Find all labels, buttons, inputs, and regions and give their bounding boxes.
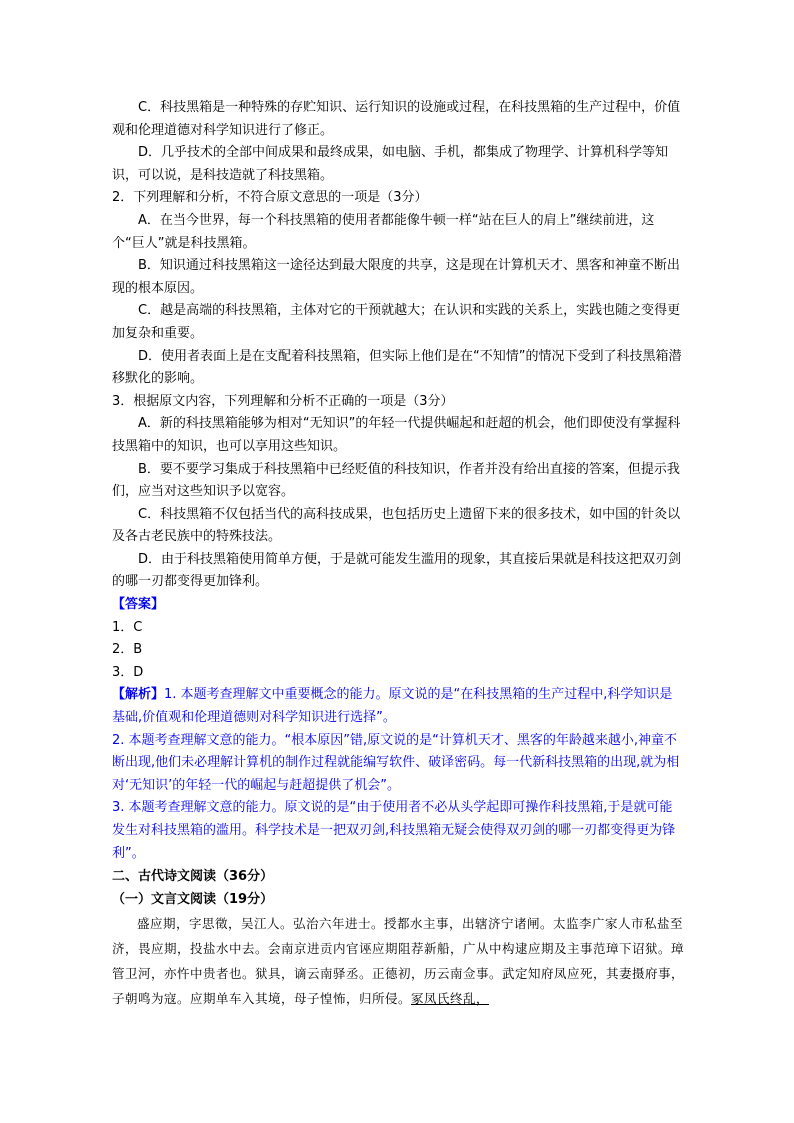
analysis-text-1: 1. 本题考查理解文中重要概念的能力。原文说的是“在科技黑箱的生产过程中,科学知识是基础,价值观和伦理道德则对科学知识进行选择”。 xyxy=(112,687,673,726)
analysis-tag: 【解析】 xyxy=(112,687,165,703)
q1-option-d: D．几乎技术的全部中间成果和最终成果，如电脑、手机，都集成了物理学、计算机科学等知识，可以说，是科技造就了科技黑箱。 xyxy=(112,145,669,183)
analysis-paragraph-1 xyxy=(112,684,684,729)
q3-option-b: B．要不要学习集成于科技黑箱中已经贬值的科技知识，作者并没有给出直接的答案，但提示我们，应当对这些知识予以宽容。 xyxy=(112,461,680,500)
q3-stem: 3．根据原文内容，下列理解和分析不正确的一项是（3分） xyxy=(112,393,454,409)
q3-option-c: C．科技黑箱不仅包括当代的高科技成果，也包括历史上遗留下来的很多技术，如中国的针灸以及各古老民族中的特殊技法。 xyxy=(112,506,681,545)
answer-line: 2．B xyxy=(112,642,143,658)
q1-option-c: C．科技黑箱是一种特殊的存贮知识、运行知识的设施或过程，在科技黑箱的生产过程中，价值观和伦理道德对科学知识进行了修正。 xyxy=(112,100,681,138)
q2-option-d: D．使用者表面上是在支配着科技黑箱，但实际上他们是在“不知情”的情况下受到了科技黑箱潜移默化的影响。 xyxy=(112,348,682,387)
q3-option-a: A．新的科技黑箱能够为相对“无知识”的年轻一代提供崛起和赶超的机会，他们即使没有掌握科技黑箱中的知识，也可以享用这些知识。 xyxy=(112,416,681,454)
subsection-title: （一）文言文阅读（19分） xyxy=(112,892,274,908)
classical-text: 盛应期，字思徵，吴江人。弘治六年进士。授都水主事，出辖济宁诸闸。太监李广家人市私盐至济，畏应期，投盐水中去。会南京进贡内官诬应期阻荐新船，广从中构逮应期及主事范璋下诏狱。璋管卫河，亦忤中贵者也。狱具，谪云南驿丞。正德初，历云南佥事。武定知府凤应死，其妻摄府事，子朝鸣为寇。应期单车入其境，母子惶怖，归所侵。 xyxy=(112,916,685,1007)
q2-stem: 2．下列理解和分析，不符合原文意思的一项是（3分） xyxy=(112,190,428,206)
q2-option-c: C．越是高端的科技黑箱，主体对它的干预就越大；在认识和实践的关系上，实践也随之变得更加复杂和重要。 xyxy=(112,303,681,341)
answer-tag: 【答案】 xyxy=(112,597,165,613)
answer-line: 1．C xyxy=(112,619,143,635)
analysis-paragraph-2: 2. 本题考查理解文意的能力。“根本原因”错,原文说的是“计算机天才、黑客的年龄越来越小,神童不断出现,他们未必理解计算机的制作过程就能编写软件、破译密码。每一代新科技黑箱的出现,就为相对‘无知识’的年轻一代的崛起与赶超提供了机会”。 xyxy=(112,732,680,793)
analysis-paragraph-3: 3. 本题考查理解文意的能力。原文说的是“由于使用者不必从头学起即可操作科技黑箱,于是就可能发生对科技黑箱的滥用。科学技术是一把双刃剑,科技黑箱无疑会使得双刃剑的哪一刃都变得更为锋利”。 xyxy=(112,800,676,861)
answer-line: 3．D xyxy=(112,664,144,680)
q2-option-a: A．在当今世界，每一个科技黑箱的使用者都能像牛顿一样“站在巨人的肩上”继续前进，这个“巨人”就是科技黑箱。 xyxy=(112,212,655,251)
q3-option-d: D．由于科技黑箱使用简单方便，于是就可能发生滥用的现象，其直接后果就是科技这把双刃剑的哪一刃都变得更加锋利。 xyxy=(112,551,682,590)
classical-passage xyxy=(112,911,684,1011)
q2-option-b: B．知识通过科技黑箱这一途径达到最大限度的共享，这是现在计算机天才、黑客和神童不断出现的根本原因。 xyxy=(112,258,680,296)
section-title: 二、古代诗文阅读（36分） xyxy=(112,869,274,885)
underlined-phrase: 冢凤氏终乱， xyxy=(411,991,490,1007)
document-body xyxy=(112,97,684,1011)
